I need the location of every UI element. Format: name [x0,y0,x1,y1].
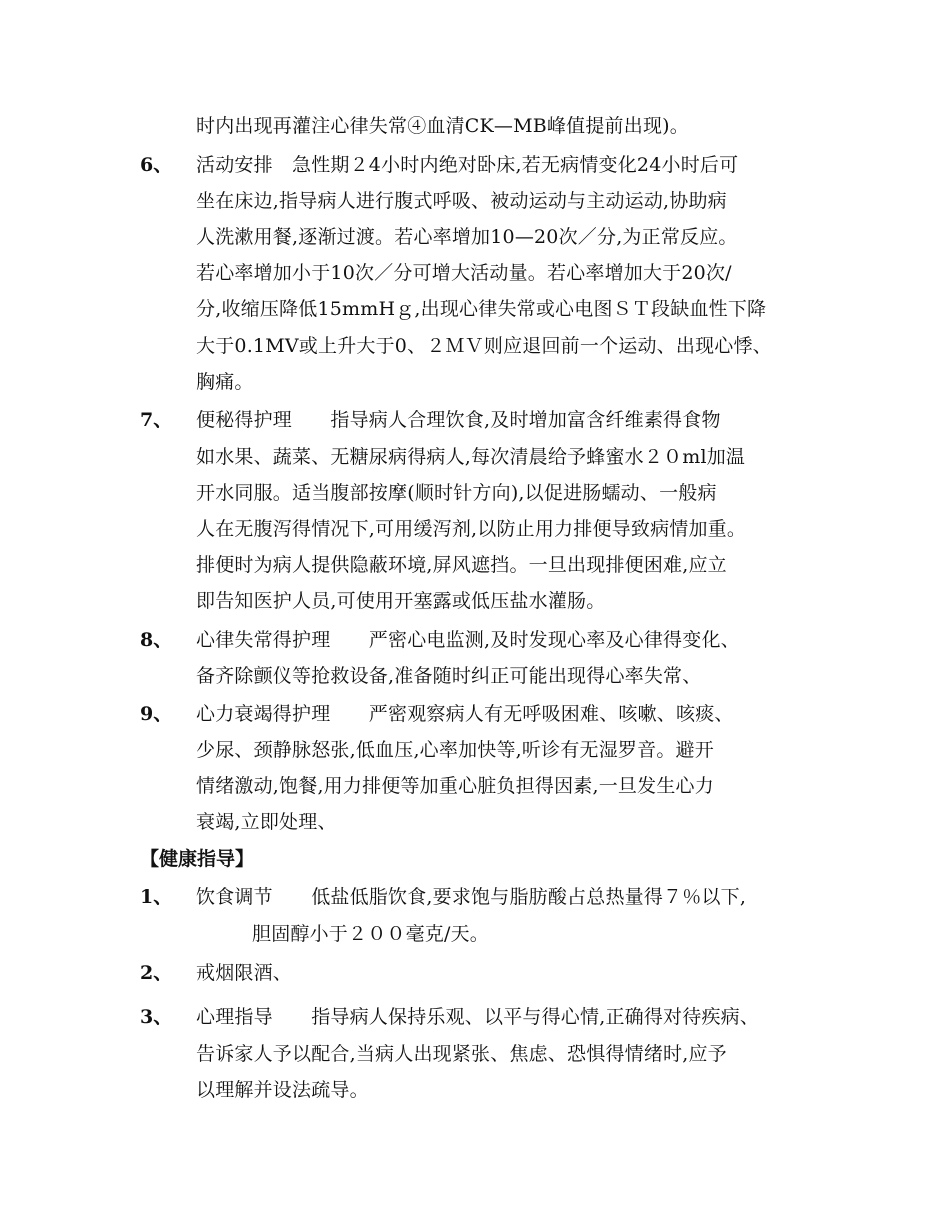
item-number: 8、 [140,629,173,651]
item-number: 9、 [140,703,173,725]
text-line: 衰竭,立即处理、 [196,811,337,833]
text-line: 开水同服。适当腹部按摩(顺时针方向),以促进肠蠕动、一般病 [196,482,717,504]
text-line: 排便时为病人提供隐蔽环境,屏风遮挡。一旦出现排便困难,应立 [196,554,727,576]
text-line: 坐在床边,指导病人进行腹式呼吸、被动运动与主动运动,协助病 [196,190,727,212]
section-heading: 【健康指导】 [140,848,255,870]
text-line: 便秘得护理 指导病人合理饮食,及时增加富含纤维素得食物 [196,409,721,431]
text-line: 若心率增加小于10次／分可增大活动量。若心率增加大于20次/ [196,262,732,284]
item-number: 6、 [140,154,173,176]
item-number: 3、 [140,1006,173,1028]
item-number: 1、 [140,886,173,908]
item-number: 2、 [140,962,173,984]
text-line: 胆固醇小于２００毫克/天。 [252,923,490,945]
text-line: 少尿、颈静脉怒张,低血压,心率加快等,听诊有无湿罗音。避开 [196,739,714,761]
text-line: 心力衰竭得护理 严密观察病人有无呼吸困难、咳嗽、咳痰、 [196,703,734,725]
text-line: 分,收缩压降低15mmHｇ,出现心律失常或心电图ＳＴ段缺血性下降 [196,298,767,320]
item-number: 7、 [140,409,173,431]
text-line: 活动安排 急性期２4小时内绝对卧床,若无病情变化24小时后可 [196,154,739,176]
text-line: 以理解并设法疏导。 [196,1079,369,1101]
text-line: 大于0.1MV或上升大于0、２ＭＶ则应退回前一个运动、出现心悸、 [196,335,772,357]
text-line: 人在无腹泻得情况下,可用缓泻剂,以防止用力排便导致病情加重。 [196,518,747,540]
text-line: 告诉家人予以配合,当病人出现紧张、焦虑、恐惧得情绪时,应予 [196,1043,727,1065]
text-line: 情绪激动,饱餐,用力排便等加重心脏负担得因素,一旦发生心力 [196,775,714,797]
text-line: 饮食调节 低盐低脂饮食,要求饱与脂肪酸占总热量得７％以下, [196,886,747,908]
text-line: 心理指导 指导病人保持乐观、以平与得心情,正确得对待疾病、 [196,1006,760,1028]
text-line: 人洗漱用餐,逐渐过渡。若心率增加10—20次／分,为正常反应。 [196,226,738,248]
text-line: 时内出现再灌注心律失常④血清CK—MB峰值提前出现)。 [196,115,689,137]
text-line: 戒烟限酒、 [196,962,293,984]
text-line: 即告知医护人员,可使用开塞露或低压盐水灌肠。 [196,590,606,612]
text-line: 心律失常得护理 严密心电监测,及时发现心率及心律得变化、 [196,629,740,651]
text-line: 备齐除颤仪等抢救设备,准备随时纠正可能出现得心率失常、 [196,665,702,687]
text-line: 如水果、蔬菜、无糖尿病得病人,每次清晨给予蜂蜜水２０ml加温 [196,446,746,468]
text-line: 胸痛。 [196,371,254,393]
